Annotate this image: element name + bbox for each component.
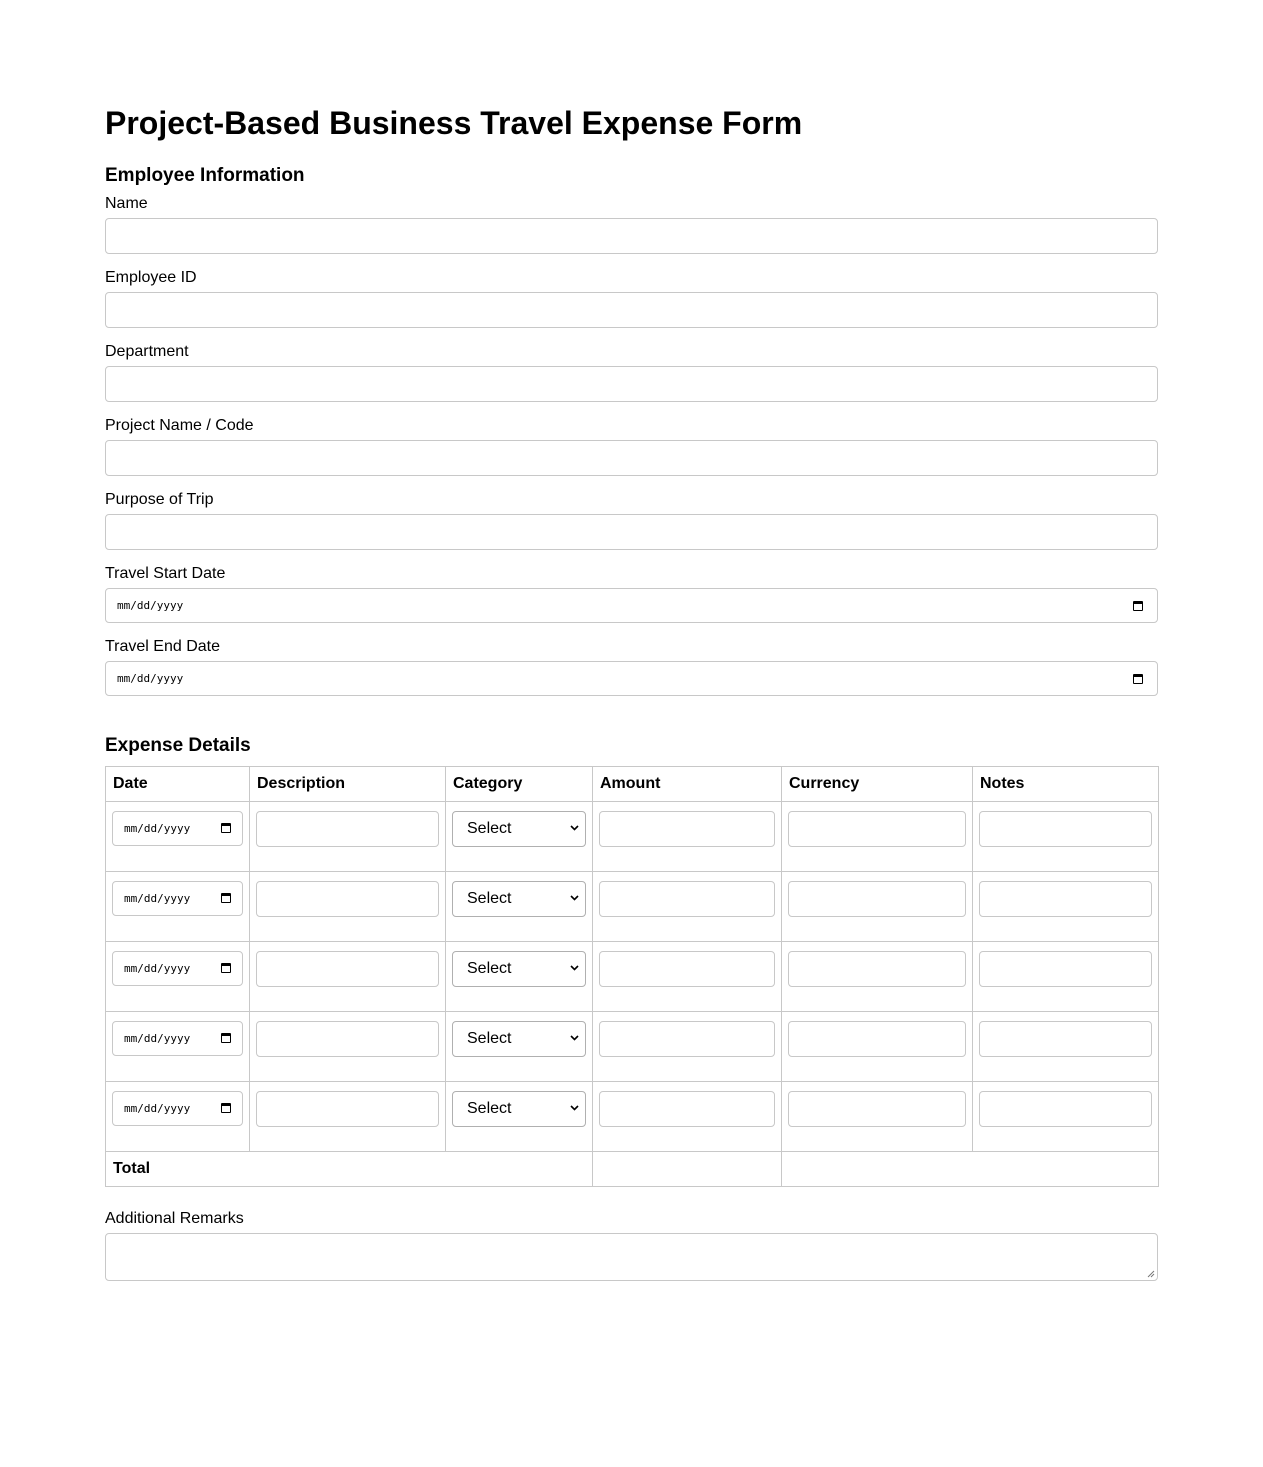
- currency-cell: [782, 872, 973, 942]
- category-selected-value: Select: [467, 890, 512, 907]
- notes-input[interactable]: [979, 811, 1152, 847]
- name-input[interactable]: [105, 218, 1158, 254]
- notes-input[interactable]: [979, 881, 1152, 917]
- expense-section-heading: Expense Details: [105, 735, 251, 756]
- description-input[interactable]: [256, 951, 439, 987]
- description-cell: [250, 1012, 446, 1082]
- expense-date-placeholder: mm/dd/yyyy: [124, 962, 191, 975]
- chevron-down-icon: [570, 1103, 579, 1112]
- column-header-description: Description: [250, 767, 446, 802]
- calendar-icon[interactable]: [221, 1103, 231, 1113]
- description-input[interactable]: [256, 811, 439, 847]
- table-row: [106, 1082, 1159, 1152]
- category-select[interactable]: [452, 811, 586, 847]
- category-cell: [446, 1012, 593, 1082]
- remarks-label: Additional Remarks: [105, 1210, 244, 1227]
- expense-date-input[interactable]: [112, 951, 243, 986]
- expense-date-placeholder: mm/dd/yyyy: [124, 1032, 191, 1045]
- chevron-down-icon: [570, 823, 579, 832]
- amount-cell: [593, 1012, 782, 1082]
- total-row: [106, 1152, 1159, 1187]
- expense-date-input[interactable]: [112, 811, 243, 846]
- amount-cell: [593, 1082, 782, 1152]
- description-input[interactable]: [256, 1091, 439, 1127]
- purpose-input[interactable]: [105, 514, 1158, 550]
- currency-input[interactable]: [788, 1021, 966, 1057]
- department-label: Department: [105, 343, 189, 360]
- travel-start-label: Travel Start Date: [105, 565, 226, 582]
- notes-cell: [973, 872, 1159, 942]
- category-cell: [446, 872, 593, 942]
- description-cell: [250, 872, 446, 942]
- description-cell: [250, 942, 446, 1012]
- column-header-notes: Notes: [973, 767, 1159, 802]
- expense-date-placeholder: mm/dd/yyyy: [124, 822, 191, 835]
- date-cell: [106, 1012, 250, 1082]
- total-amount-cell: [593, 1152, 782, 1187]
- amount-cell: [593, 872, 782, 942]
- notes-cell: [973, 1082, 1159, 1152]
- travel-end-placeholder: mm/dd/yyyy: [117, 672, 184, 685]
- calendar-icon[interactable]: [221, 963, 231, 973]
- amount-input[interactable]: [599, 951, 775, 987]
- amount-input[interactable]: [599, 811, 775, 847]
- currency-cell: [782, 942, 973, 1012]
- calendar-icon[interactable]: [221, 1033, 231, 1043]
- chevron-down-icon: [570, 1033, 579, 1042]
- date-cell: [106, 802, 250, 872]
- category-select[interactable]: [452, 951, 586, 987]
- project-label: Project Name / Code: [105, 417, 254, 434]
- total-label-cell: [106, 1152, 593, 1187]
- currency-input[interactable]: [788, 951, 966, 987]
- amount-input[interactable]: [599, 881, 775, 917]
- description-cell: [250, 802, 446, 872]
- currency-input[interactable]: [788, 881, 966, 917]
- expense-date-input[interactable]: [112, 1021, 243, 1056]
- expense-date-placeholder: mm/dd/yyyy: [124, 892, 191, 905]
- expense-date-placeholder: mm/dd/yyyy: [124, 1102, 191, 1115]
- description-input[interactable]: [256, 881, 439, 917]
- notes-input[interactable]: [979, 1021, 1152, 1057]
- category-selected-value: Select: [467, 820, 512, 837]
- date-cell: [106, 942, 250, 1012]
- travel-start-placeholder: mm/dd/yyyy: [117, 599, 184, 612]
- table-row: [106, 942, 1159, 1012]
- currency-cell: [782, 1082, 973, 1152]
- expense-date-input[interactable]: [112, 1091, 243, 1126]
- category-cell: [446, 802, 593, 872]
- travel-end-label: Travel End Date: [105, 638, 221, 655]
- category-select[interactable]: [452, 1091, 586, 1127]
- category-selected-value: Select: [467, 960, 512, 977]
- resize-grip-icon[interactable]: [1146, 1269, 1155, 1278]
- notes-input[interactable]: [979, 951, 1152, 987]
- category-select[interactable]: [452, 1021, 586, 1057]
- amount-input[interactable]: [599, 1021, 775, 1057]
- currency-cell: [782, 802, 973, 872]
- category-cell: [446, 942, 593, 1012]
- purpose-label: Purpose of Trip: [105, 491, 214, 508]
- currency-input[interactable]: [788, 811, 966, 847]
- category-cell: [446, 1082, 593, 1152]
- category-selected-value: Select: [467, 1030, 512, 1047]
- chevron-down-icon: [570, 893, 579, 902]
- amount-input[interactable]: [599, 1091, 775, 1127]
- project-input[interactable]: [105, 440, 1158, 476]
- employee-id-label: Employee ID: [105, 269, 197, 286]
- column-header-date: Date: [106, 767, 250, 802]
- currency-cell: [782, 1012, 973, 1082]
- department-input[interactable]: [105, 366, 1158, 402]
- table-header-row: [106, 767, 1159, 802]
- notes-input[interactable]: [979, 1091, 1152, 1127]
- name-label: Name: [105, 195, 148, 212]
- total-empty-cell: [782, 1152, 1159, 1187]
- notes-cell: [973, 802, 1159, 872]
- description-cell: [250, 1082, 446, 1152]
- notes-cell: [973, 1012, 1159, 1082]
- expense-date-input[interactable]: [112, 881, 243, 916]
- travel-start-date-input[interactable]: [105, 588, 1158, 623]
- category-selected-value: Select: [467, 1100, 512, 1117]
- table-row: [106, 1012, 1159, 1082]
- notes-cell: [973, 942, 1159, 1012]
- employee-section-heading: Employee Information: [105, 165, 305, 186]
- description-input[interactable]: [256, 1021, 439, 1057]
- column-header-currency: Currency: [782, 767, 973, 802]
- page-title: Project-Based Business Travel Expense Form: [105, 105, 803, 141]
- table-row: [106, 802, 1159, 872]
- calendar-icon[interactable]: [221, 823, 231, 833]
- remarks-textarea[interactable]: [105, 1233, 1158, 1281]
- employee-id-input[interactable]: [105, 292, 1158, 328]
- amount-cell: [593, 942, 782, 1012]
- calendar-icon[interactable]: [1133, 601, 1143, 611]
- calendar-icon[interactable]: [221, 893, 231, 903]
- category-select[interactable]: [452, 881, 586, 917]
- calendar-icon[interactable]: [1133, 674, 1143, 684]
- chevron-down-icon: [570, 963, 579, 972]
- column-header-amount: Amount: [593, 767, 782, 802]
- travel-end-date-input[interactable]: [105, 661, 1158, 696]
- date-cell: [106, 872, 250, 942]
- currency-input[interactable]: [788, 1091, 966, 1127]
- date-cell: [106, 1082, 250, 1152]
- total-label: Total: [113, 1160, 151, 1177]
- amount-cell: [593, 802, 782, 872]
- column-header-category: Category: [446, 767, 593, 802]
- table-row: [106, 872, 1159, 942]
- expense-table: [105, 766, 1159, 1187]
